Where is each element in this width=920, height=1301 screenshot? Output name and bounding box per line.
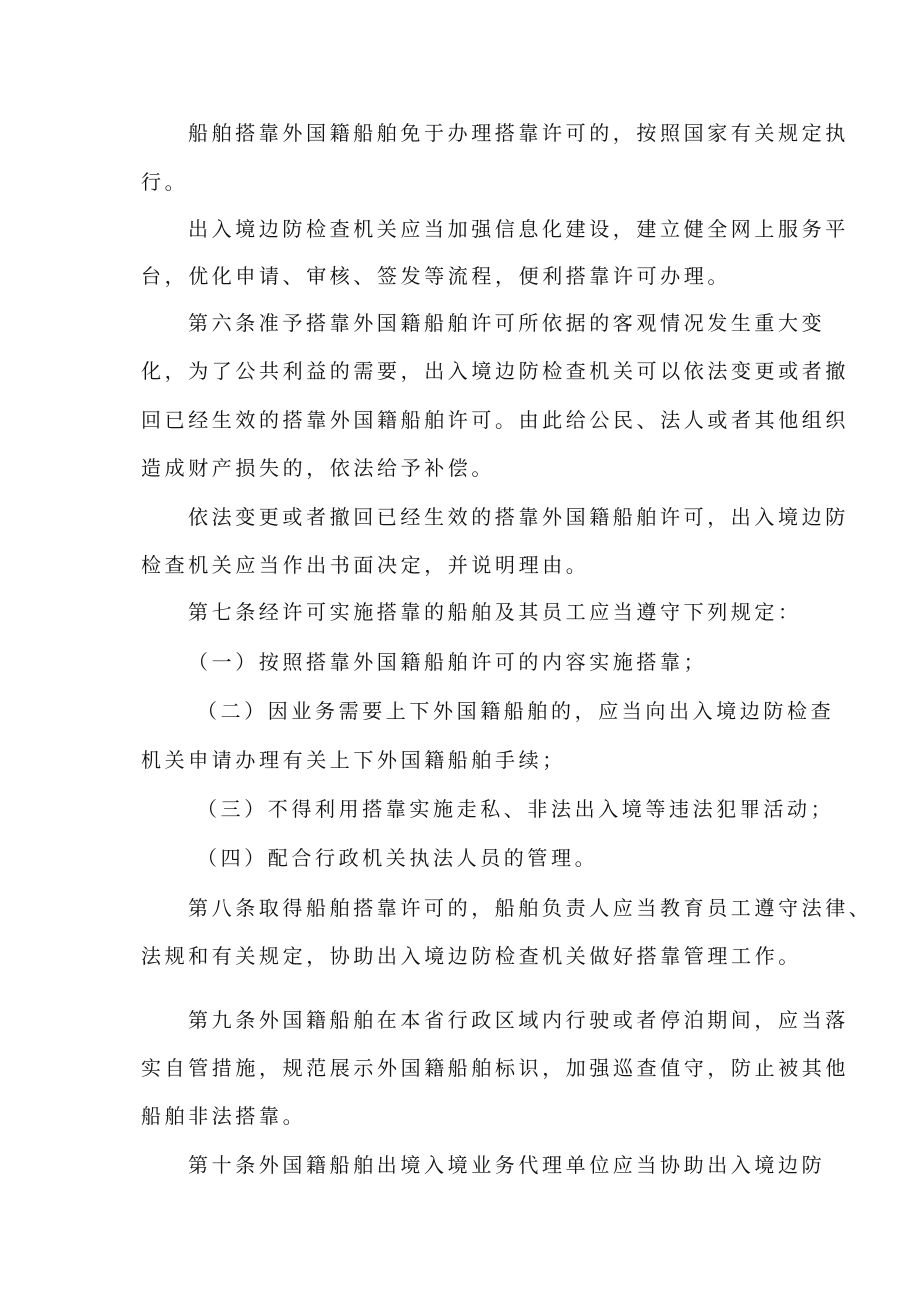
text-line: （二）因业务需要上下外国籍船舶的，应当向出入境边防检查 [197, 699, 835, 723]
text-line: 船舶搭靠外国籍船舶免于办理搭靠许可的，按照国家有关规定执 [188, 121, 849, 145]
text-line: 机关申请办理有关上下外国籍船舶手续； [141, 748, 566, 772]
text-line: 第九条外国籍船舶在本省行政区域内行驶或者停泊期间，应当落 [188, 1008, 849, 1032]
text-line: 行。 [141, 170, 189, 194]
text-line: （四）配合行政机关执法人员的管理。 [197, 846, 599, 870]
text-line: 第六条准予搭靠外国籍船舶许可所依据的客观情况发生重大变 [188, 311, 826, 335]
text-line: 第八条取得船舶搭靠许可的，船舶负责人应当教育员工遵守法律、 [188, 896, 873, 920]
text-line: 船舶非法搭靠。 [141, 1104, 307, 1128]
text-line: 第七条经许可实施搭靠的船舶及其员工应当遵守下列规定： [188, 600, 802, 624]
text-line: 出入境边防检查机关应当加强信息化建设，建立健全网上服务平 [188, 217, 849, 241]
text-line: 造成财产损失的，依法给予补偿。 [141, 456, 495, 480]
text-line: 实自管措施，规范展示外国籍船舶标识，加强巡查值守，防止被其他 [141, 1056, 849, 1080]
text-line: 检查机关应当作出书面决定，并说明理由。 [141, 553, 590, 577]
text-line: 第十条外国籍船舶出境入境业务代理单位应当协助出入境边防 [188, 1153, 826, 1177]
text-line: 法规和有关规定，协助出入境边防检查机关做好搭靠管理工作。 [141, 944, 802, 968]
text-line: 化，为了公共利益的需要，出入境边防检查机关可以依法变更或者撤 [141, 359, 849, 383]
text-line: （一）按照搭靠外国籍船舶许可的内容实施搭靠； [188, 650, 708, 674]
text-line: （三）不得利用搭靠实施走私、非法出入境等违法犯罪活动； [197, 797, 835, 821]
text-line: 台，优化申请、审核、签发等流程，便利搭靠许可办理。 [141, 264, 731, 288]
text-line: 依法变更或者撤回已经生效的搭靠外国籍船舶许可，出入境边防 [188, 505, 849, 529]
text-line: 回已经生效的搭靠外国籍船舶许可。由此给公民、法人或者其他组织 [141, 408, 849, 432]
